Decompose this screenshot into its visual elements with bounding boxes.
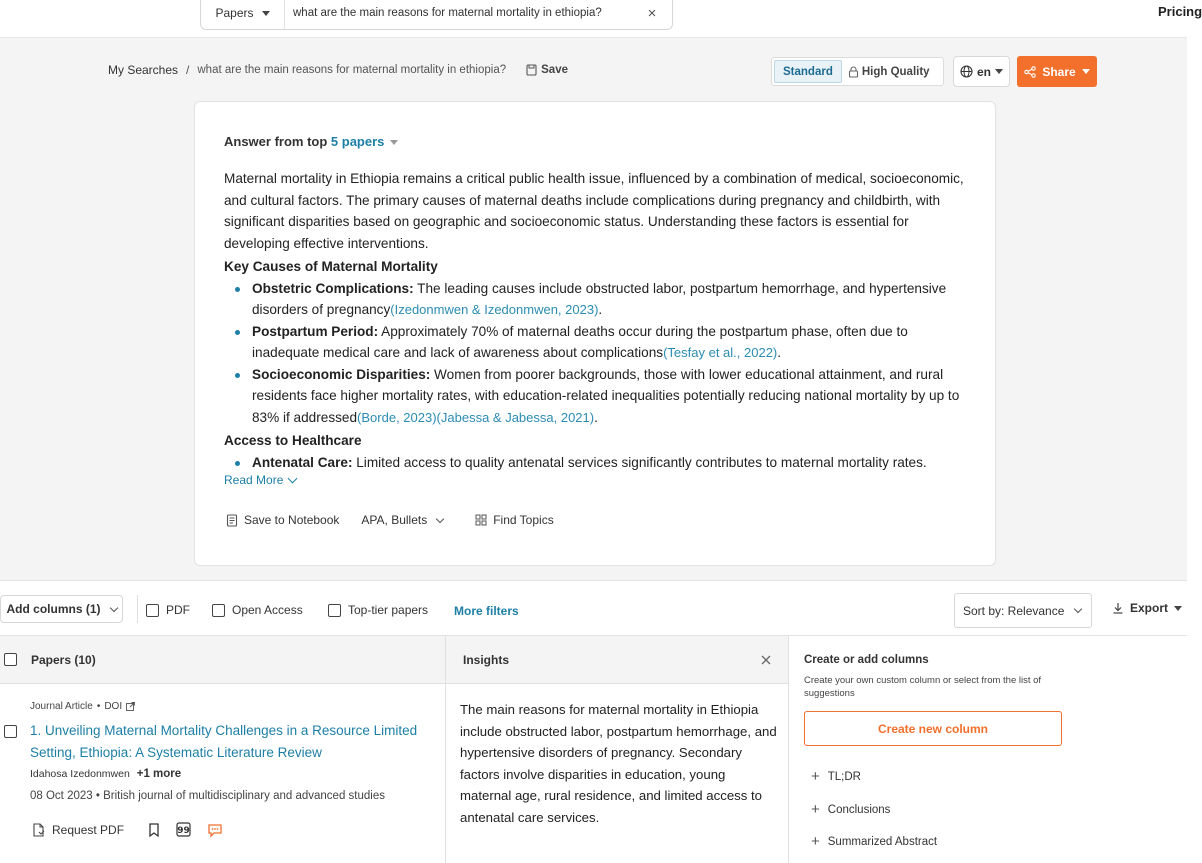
list-item-term: Obstetric Complications: [252,280,414,296]
pdf-checkbox[interactable] [146,604,159,617]
pdf-request-icon [32,823,46,837]
divider [137,595,138,623]
share-button[interactable] [1017,56,1097,87]
close-icon[interactable] [761,655,771,665]
key-causes-list [224,278,969,429]
side-panel-title: Create or add columns [804,654,929,666]
citation-style-label: APA, Bullets [361,513,428,527]
suggestion-label: Conclusions [827,803,891,816]
paper-author: Idahosa Izedonmwen [30,768,130,780]
list-item-term: Socioeconomic Disparities: [252,366,431,382]
doi-link[interactable]: DOI [104,701,123,712]
pdf-filter-label: PDF [166,603,190,617]
sort-dropdown[interactable] [954,593,1092,628]
list-item-end: . [777,345,782,360]
answer-intro: Maternal mortality in Ethiopia remains a critical public health issue, influenced by a combination of medical, socioeconomic, and cultural factors. The primary causes of maternal deaths include complications during pregnancy and childbirth, with significant disparities based on geographic and socioeconomic status. Understanding these factors is essential for developing effective interventions. [224,171,964,251]
paper-date-venue: 08 Oct 2023 • British journal of multidisciplinary and advanced studies [30,790,385,802]
read-more-label: Read More [224,473,284,487]
healthcare-list [224,452,969,474]
lock-icon [848,66,859,78]
save-to-notebook-label: Save to Notebook [244,513,340,527]
paper-authors [30,768,181,780]
list-item-end: . [598,302,603,317]
request-pdf-button[interactable] [32,823,124,837]
search-type-dropdown[interactable] [201,0,285,29]
language-dropdown[interactable] [953,56,1010,87]
share-label: Share [1042,64,1076,79]
chat-icon[interactable] [207,823,223,837]
add-columns-button[interactable] [0,595,123,623]
paper-title-link[interactable]: 1. Unveiling Maternal Mortality Challenges in a Resource Limited Setting, Ethiopia: A Systematic Literature Review [30,723,418,760]
find-topics-label: Find Topics [493,513,554,527]
mode-standard-button[interactable]: Standard [774,60,842,83]
chevron-down-icon [288,473,298,483]
paper-actions [32,822,223,837]
mode-high-quality-label: High Quality [861,65,930,78]
section-heading: Key Causes of Maternal Mortality [224,259,438,274]
suggestion-conclusions[interactable] [811,802,890,817]
open-access-checkbox[interactable] [212,604,225,617]
citation-link[interactable]: (Borde, 2023) [357,409,437,425]
caret-down-icon [262,11,270,16]
language-label: en [976,64,991,79]
answer-actions [226,513,554,527]
citation-style-dropdown[interactable] [361,513,443,527]
notebook-icon [226,514,238,527]
suggestion-label: TL;DR [827,770,861,783]
citation-link[interactable]: (Tesfay et al., 2022) [663,345,778,360]
paper-checkbox[interactable] [4,725,17,738]
pricing-link[interactable]: Pricing [1158,4,1202,19]
mode-high-quality-button[interactable] [848,66,930,78]
globe-icon [960,65,973,78]
answer-body [224,168,969,468]
export-button[interactable] [1112,601,1182,615]
open-access-filter[interactable] [212,603,303,617]
list-item-term: Antenatal Care: [252,454,353,470]
list-item-end: . [594,409,598,425]
open-access-label: Open Access [232,603,303,617]
top-tier-filter[interactable] [328,603,428,617]
top-bar [0,0,1202,38]
save-to-notebook-button[interactable] [226,513,339,527]
papers-column-header [0,636,445,684]
cite-icon[interactable] [176,822,191,837]
insights-column-label: Insights [463,652,510,667]
more-filters-link[interactable]: More filters [454,604,519,618]
insights-column-header [445,636,789,684]
caret-down-icon [1082,69,1090,74]
find-topics-button[interactable] [475,513,553,527]
column-divider [445,636,446,863]
list-item [252,278,969,321]
sort-label: Sort by: Relevance [963,603,1065,618]
plus-icon: + [811,768,820,785]
search-type-label: Papers [215,6,254,20]
bullet-separator: • [96,701,101,712]
external-link-icon[interactable] [126,702,135,711]
caret-down-icon [390,140,398,145]
close-icon[interactable]: × [647,4,657,22]
select-all-checkbox[interactable] [4,653,17,666]
insight-cell: The main reasons for maternal mortality in Ethiopia include obstructed labor, postpartum hemorrhage, and hypertensive disorders of pregnancy. Secondary factors involve disparities in education, young maternal age, rural residence, and limited access to antenatal care services. [460,702,777,825]
search-input[interactable]: what are the main reasons for maternal mortality in ethiopia? [293,7,602,19]
caret-down-icon [1174,606,1182,611]
chevron-down-icon [109,603,117,611]
share-icon [1024,66,1036,78]
plus-icon: + [811,801,820,818]
papers-count-dropdown[interactable] [331,134,398,149]
citation-link[interactable]: (Jabessa & Jabessa, 2021) [436,409,595,425]
list-item [252,321,969,364]
suggestion-tldr[interactable] [811,769,861,784]
plus-icon: + [811,833,820,850]
list-item [252,364,969,429]
answer-card [194,101,996,566]
columns-side-panel [789,636,1187,863]
answer-heading [224,134,398,149]
pdf-filter[interactable] [146,603,190,617]
mode-toggle [771,57,944,86]
read-more-button[interactable] [224,473,296,487]
request-pdf-label: Request PDF [52,822,125,837]
topics-icon [475,514,487,526]
section-heading: Access to Healthcare [224,433,362,448]
list-item-term: Postpartum Period: [252,323,379,339]
breadcrumb-my-searches[interactable]: My Searches [108,63,179,77]
save-label: Save [541,64,568,76]
filter-bar [0,581,1187,636]
add-columns-label: Add columns (1) [6,602,101,616]
export-label: Export [1130,601,1169,615]
answer-heading-prefix: Answer from top [224,134,328,149]
top-tier-label: Top-tier papers [348,603,429,617]
list-item-text: The leading causes include obstructed labor, postpartum hemorrhage, and hypertensive disorders of pregnancy [252,280,947,317]
top-tier-checkbox[interactable] [328,604,341,617]
chevron-down-icon [1074,605,1082,613]
create-new-column-button[interactable]: Create new column [804,711,1062,746]
paper-meta [30,701,135,712]
bookmark-icon[interactable] [148,823,160,837]
suggestion-summarized-abstract[interactable] [811,834,937,849]
list-item-text: Women from poorer backgrounds, those with lower educational attainment, and rural residents face higher mortality rates, with education-related inequalities potentially reducing national mortality by up to 83% if addressed [252,366,960,425]
download-icon [1112,602,1124,614]
list-item [252,452,969,474]
papers-column-label: Papers (10) [31,652,96,667]
breadcrumb [108,63,568,77]
side-panel-description: Create your own custom column or select from the list of suggestions [804,675,1042,699]
save-button[interactable] [526,64,568,76]
search-box [200,0,673,30]
breadcrumb-query: what are the main reasons for maternal mortality in ethiopia? [197,64,507,76]
breadcrumb-separator: / [186,63,190,77]
papers-count-label: 5 papers [330,134,385,149]
list-item-text: Limited access to quality antenatal services significantly contributes to maternal mortality rates. [352,454,927,470]
svg-text:99: 99 [177,826,190,836]
chevron-down-icon [436,514,444,522]
suggestion-label: Summarized Abstract [827,835,938,848]
list-item-text: Approximately 70% of maternal deaths occur during the postpartum phase, often due to inadequate medical care and lack of awareness about complications [252,323,908,360]
table-row [0,684,445,863]
more-authors-link[interactable]: +1 more [136,768,182,780]
caret-down-icon [995,69,1003,74]
paper-type: Journal Article [30,701,93,712]
citation-link[interactable]: (Izedonmwen & Izedonmwen, 2023) [390,302,599,317]
save-icon [526,64,537,76]
